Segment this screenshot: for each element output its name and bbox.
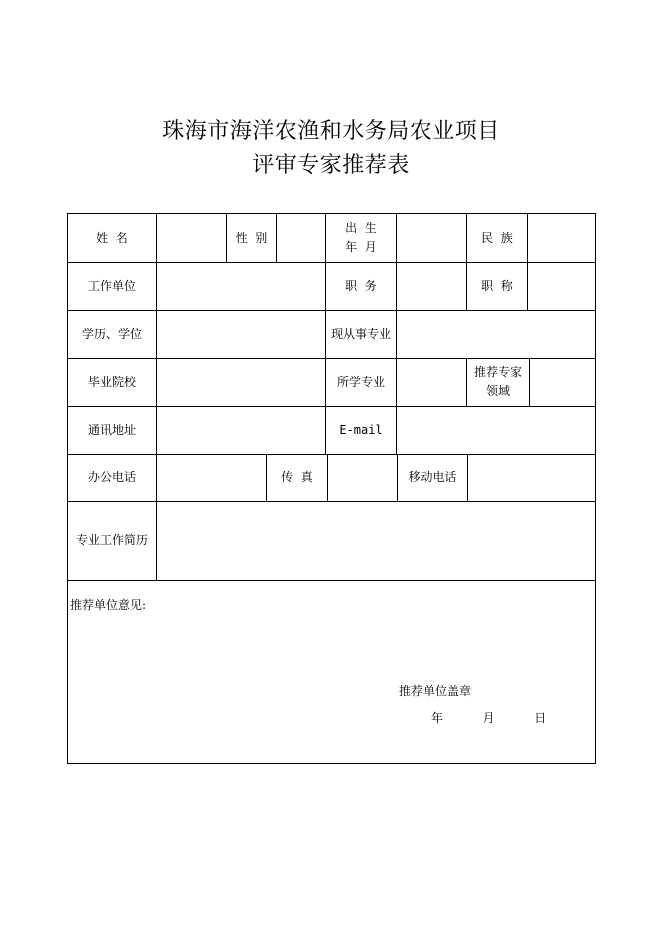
current-field-label: 现从事专业	[325, 310, 396, 358]
position-label: 职 务	[325, 262, 396, 310]
employer-label: 工作单位	[87, 278, 136, 293]
school-field[interactable]	[156, 358, 325, 406]
professional-title-field[interactable]	[527, 262, 595, 310]
document-title-line-1: 珠海市海洋农渔和水务局农业项目	[162, 119, 500, 144]
table-row-contact	[68, 406, 595, 455]
birth-label-line-1: 出 生	[345, 221, 377, 235]
birth-date-label	[325, 214, 396, 262]
table-row-education	[68, 310, 595, 359]
table-row-employment	[68, 262, 595, 311]
fax-field[interactable]	[327, 454, 397, 501]
fax-label: 传 真	[266, 454, 327, 501]
education-field[interactable]	[156, 310, 325, 358]
birth-label-line-2: 年 月	[345, 240, 377, 254]
education-label: 学历、学位	[81, 326, 142, 341]
office-phone-field[interactable]	[156, 454, 266, 501]
gender-field[interactable]	[276, 214, 325, 262]
ethnicity-field[interactable]	[527, 214, 595, 262]
name-label: 姓 名	[96, 230, 128, 245]
document-title-line-2: 评审专家推荐表	[252, 153, 410, 178]
resume-field[interactable]	[156, 501, 595, 580]
table-row-basic-info	[68, 214, 595, 263]
name-field[interactable]	[156, 214, 226, 262]
ethnicity-label: 民 族	[466, 214, 527, 262]
recommender-seal-label: 推荐单位盖章	[399, 684, 472, 698]
birth-date-field[interactable]	[396, 214, 466, 262]
professional-title-label: 职 称	[466, 262, 527, 310]
major-field[interactable]	[396, 358, 466, 406]
table-row-resume	[68, 501, 595, 581]
address-label: 通讯地址	[87, 422, 136, 437]
expert-field-field[interactable]	[529, 358, 595, 406]
major-label: 所学专业	[325, 358, 396, 406]
email-label: E-mail	[325, 406, 396, 454]
gender-label: 性 别	[226, 214, 276, 262]
school-label: 毕业院校	[87, 374, 136, 389]
resume-label: 专业工作简历	[75, 533, 148, 547]
employer-field[interactable]	[156, 262, 325, 310]
position-field[interactable]	[396, 262, 466, 310]
mobile-phone-label: 移动电话	[397, 454, 467, 501]
table-row-phone	[68, 454, 595, 502]
address-field[interactable]	[156, 406, 325, 454]
table-row-school	[68, 358, 595, 407]
recommendation-form-table	[67, 213, 596, 764]
office-phone-label: 办公电话	[87, 470, 136, 484]
expert-field-label	[466, 358, 529, 406]
current-field-field[interactable]	[396, 310, 595, 358]
date-label: 年 月 日	[431, 711, 547, 725]
email-field[interactable]	[396, 406, 595, 454]
mobile-phone-field[interactable]	[467, 454, 595, 501]
expert-field-label-line-2: 领域	[485, 384, 510, 398]
expert-field-label-line-1: 推荐专家	[473, 365, 522, 379]
recommender-opinion-label: 推荐单位意见:	[70, 598, 147, 612]
